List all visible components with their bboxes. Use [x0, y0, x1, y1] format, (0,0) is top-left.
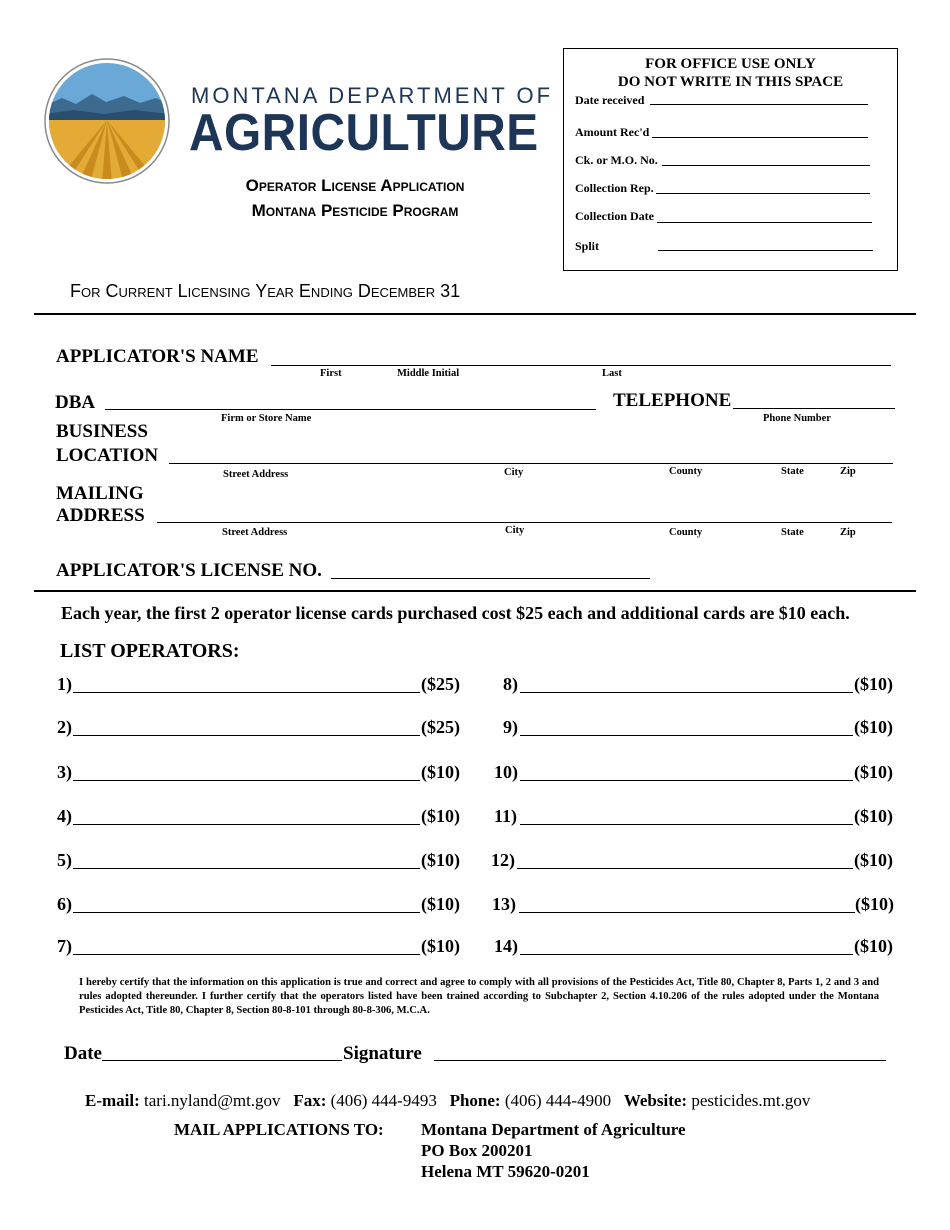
office-collection-date-label: Collection Date — [575, 209, 654, 223]
office-check-field[interactable] — [662, 165, 870, 166]
dba-field[interactable] — [105, 409, 596, 410]
licensing-year: For Current Licensing Year Ending December 31 — [70, 281, 461, 301]
signature-label: Signature — [343, 1043, 422, 1064]
fax-value: (406) 444-9493 — [330, 1091, 437, 1110]
name-last-caption: Last — [602, 368, 622, 379]
office-check-label: Ck. or M.O. No. — [575, 153, 658, 167]
office-use-title: FOR OFFICE USE ONLY — [645, 56, 816, 72]
operator-6-number: 6) — [57, 894, 72, 914]
date-label: Date — [64, 1043, 102, 1064]
operator-9-number: 9) — [503, 717, 518, 737]
operator-4-field[interactable] — [73, 824, 420, 825]
telephone-field[interactable] — [733, 408, 895, 409]
email-value[interactable]: tari.nyland@mt.gov — [144, 1091, 281, 1110]
office-date-received-field[interactable] — [650, 104, 868, 105]
contact-line — [85, 1091, 810, 1111]
date-field[interactable] — [102, 1060, 342, 1061]
form-title: Operator License Application — [245, 176, 465, 195]
operator-6-field[interactable] — [73, 912, 420, 913]
list-operators-heading: LIST OPERATORS: — [60, 640, 240, 662]
operator-4-price: ($10) — [421, 806, 460, 826]
operator-11-number: 11) — [494, 806, 518, 826]
operator-8-field[interactable] — [520, 692, 853, 693]
operator-13-price: ($10) — [855, 894, 894, 914]
mailing-address-label-2: ADDRESS — [56, 505, 145, 526]
pricing-note: Each year, the first 2 operator license cards purchased cost $25 each and additional cards are $10 each. — [61, 603, 850, 623]
operator-4-number: 4) — [57, 806, 72, 826]
department-name-line: MONTANA DEPARTMENT OF — [191, 83, 554, 108]
operator-14-field[interactable] — [520, 954, 853, 955]
mailing-city-caption: City — [505, 525, 525, 536]
mailing-address-label-1: MAILING — [56, 483, 144, 504]
name-first-caption: First — [320, 368, 342, 379]
operator-11-price: ($10) — [854, 806, 893, 826]
operator-13-number: 13) — [492, 894, 516, 914]
operator-10-field[interactable] — [520, 780, 853, 781]
office-amount-label: Amount Rec'd — [575, 125, 650, 139]
program-title: Montana Pesticide Program — [251, 201, 459, 220]
mail-address-line-2: PO Box 200201 — [421, 1141, 533, 1160]
operator-5-number: 5) — [57, 850, 72, 870]
mail-address-line-3: Helena MT 59620-0201 — [421, 1162, 590, 1181]
website-label: Website: — [623, 1091, 688, 1110]
mailing-state-caption: State — [781, 527, 804, 538]
operator-12-number: 12) — [491, 850, 515, 870]
license-number-field[interactable] — [331, 578, 650, 579]
operator-14-number: 14) — [494, 936, 518, 956]
office-amount-field[interactable] — [652, 137, 868, 138]
operator-3-number: 3) — [57, 762, 72, 782]
operator-7-number: 7) — [57, 936, 72, 956]
telephone-caption: Phone Number — [763, 413, 831, 424]
operator-5-field[interactable] — [73, 868, 420, 869]
mail-applications-label: MAIL APPLICATIONS TO: — [174, 1120, 384, 1139]
mail-address-line-1: Montana Department of Agriculture — [421, 1120, 686, 1139]
section-divider-2 — [34, 590, 916, 592]
certification-statement: I hereby certify that the information on this application is true and correct and agree to comply with all provisions of the Pesticides Act, Title 80, Chapter 8, Parts 1, 2 and 3 and rules adopted thereunder. I further certify that the operators listed have been trained according to Subchapter 2, Section 4.10.206 of the rules adopted under the Montana Pesticides Act, Title 80, Chapter 8, Section 80-8-101 through 80-8-306, M.C.A. — [79, 977, 879, 1016]
fax-label: Fax: — [293, 1091, 327, 1110]
office-date-received-label: Date received — [575, 93, 645, 107]
dba-label: DBA — [55, 392, 96, 413]
phone-label: Phone: — [449, 1091, 501, 1110]
business-location-field[interactable] — [169, 463, 893, 464]
office-collection-rep-label: Collection Rep. — [575, 181, 654, 195]
department-logo — [44, 58, 170, 184]
business-state-caption: State — [781, 466, 804, 477]
operator-10-number: 10) — [494, 762, 518, 782]
business-location-label-1: BUSINESS — [56, 421, 148, 442]
operator-14-price: ($10) — [854, 936, 893, 956]
operator-1-field[interactable] — [73, 692, 420, 693]
section-divider — [34, 313, 916, 315]
operator-10-price: ($10) — [854, 762, 893, 782]
applicator-name-label: APPLICATOR'S NAME — [56, 346, 259, 367]
office-split-label: Split — [575, 239, 600, 253]
phone-value: (406) 444-4900 — [504, 1091, 612, 1110]
operator-12-price: ($10) — [854, 850, 893, 870]
mailing-zip-caption: Zip — [840, 527, 856, 538]
email-label: E-mail: — [85, 1091, 140, 1110]
office-collection-rep-field[interactable] — [656, 193, 870, 194]
mailing-street-caption: Street Address — [222, 527, 288, 538]
telephone-label: TELEPHONE — [613, 390, 732, 411]
mailing-address-field[interactable] — [157, 522, 892, 523]
operator-12-field[interactable] — [517, 868, 853, 869]
website-value[interactable]: pesticides.mt.gov — [691, 1091, 811, 1110]
name-middle-caption: Middle Initial — [397, 368, 460, 379]
license-number-label: APPLICATOR'S LICENSE NO. — [56, 560, 322, 581]
office-collection-date-field[interactable] — [657, 222, 872, 223]
office-use-box — [563, 48, 898, 271]
office-use-subtitle: DO NOT WRITE IN THIS SPACE — [617, 74, 844, 90]
business-location-label-2: LOCATION — [56, 445, 159, 466]
operator-2-price: ($25) — [421, 717, 460, 737]
business-street-caption: Street Address — [223, 469, 289, 480]
operator-3-field[interactable] — [73, 780, 420, 781]
operator-3-price: ($10) — [421, 762, 460, 782]
operator-8-number: 8) — [503, 674, 518, 694]
operator-8-price: ($10) — [854, 674, 893, 694]
operator-6-price: ($10) — [421, 894, 460, 914]
mailing-county-caption: County — [669, 527, 703, 538]
signature-field[interactable] — [434, 1060, 886, 1061]
operator-11-field[interactable] — [520, 824, 853, 825]
operator-9-price: ($10) — [854, 717, 893, 737]
business-city-caption: City — [504, 467, 524, 478]
operator-7-price: ($10) — [421, 936, 460, 956]
business-county-caption: County — [669, 466, 703, 477]
office-split-field[interactable] — [658, 250, 873, 251]
operator-13-field[interactable] — [519, 912, 855, 913]
department-name-large: AGRICULTURE — [189, 104, 539, 162]
dba-caption: Firm or Store Name — [221, 413, 312, 424]
applicator-name-field[interactable] — [271, 365, 891, 366]
business-zip-caption: Zip — [840, 466, 856, 477]
operator-2-field[interactable] — [73, 735, 420, 736]
operator-1-number: 1) — [57, 674, 72, 694]
operator-2-number: 2) — [57, 717, 72, 737]
operator-7-field[interactable] — [73, 954, 420, 955]
operator-9-field[interactable] — [520, 735, 853, 736]
operator-1-price: ($25) — [421, 674, 460, 694]
operator-5-price: ($10) — [421, 850, 460, 870]
